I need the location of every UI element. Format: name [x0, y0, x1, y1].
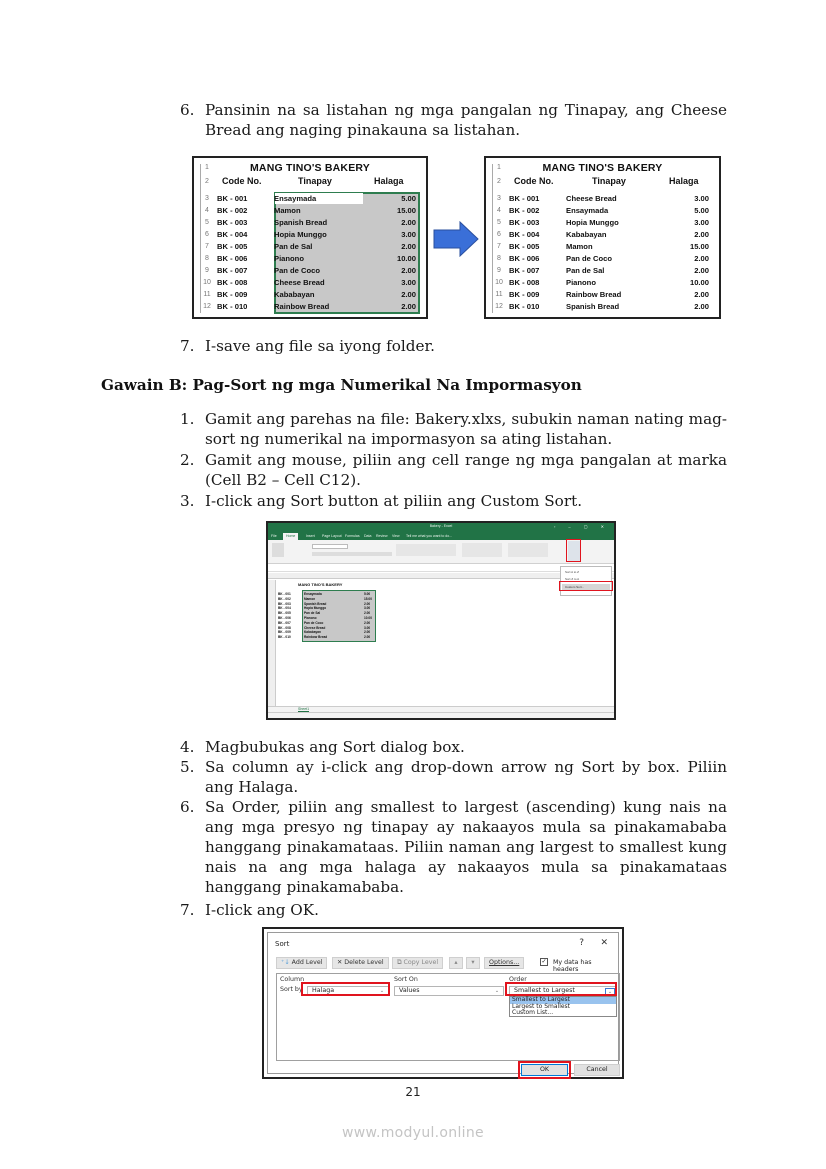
header-code: Code No. — [514, 176, 554, 186]
code-cell: BK - 006 — [509, 254, 540, 263]
add-level-button[interactable] — [276, 957, 327, 969]
header-name: Tinapay — [298, 176, 332, 186]
row-number: 7 — [497, 243, 501, 250]
order-dropdown-list — [509, 996, 617, 1017]
step-a7 — [180, 336, 727, 356]
table-row — [492, 265, 715, 277]
sort-by-label: Sort by — [280, 986, 303, 993]
chevron-down-icon[interactable]: ⌄ — [379, 988, 385, 994]
row-number: 3 — [497, 195, 501, 202]
order-value: Smallest to Largest — [514, 987, 575, 994]
row-number: 2 — [497, 178, 501, 185]
code-cell: BK - 001 — [509, 194, 540, 203]
table-after-sort — [484, 156, 721, 319]
sort-on-select[interactable] — [394, 986, 504, 996]
row-number: 12 — [203, 303, 211, 310]
price-cell: 10.00 — [689, 278, 709, 287]
row-number: 1 — [205, 164, 209, 171]
step-text: Gamit ang parehas na file: Bakery.xlxs, subukin naman nating mag-sort ng numerikal na impormasyon sa ating listahan. — [205, 410, 727, 448]
window-title: Bakery - Excel — [429, 524, 453, 528]
row-number: 11 — [203, 291, 211, 298]
code-cell: BK - 005 — [278, 611, 291, 616]
name-cell: Ensaymada — [304, 592, 322, 596]
ribbon-tabs — [268, 532, 614, 540]
table-row — [278, 635, 378, 640]
price-cell: 2.00 — [364, 611, 371, 616]
step-b5 — [180, 757, 727, 797]
tab-formulas[interactable]: Formulas — [345, 534, 360, 538]
code-cell: BK - 008 — [509, 278, 540, 287]
code-cell: BK - 004 — [217, 230, 248, 239]
table-title: MANG TINO'S BAKERY — [542, 162, 663, 174]
name-cell: Mamon — [304, 596, 316, 601]
column-header: Column — [280, 976, 305, 983]
price-cell: 2.00 — [694, 230, 709, 239]
name-cell: Pan de Coco — [304, 620, 324, 625]
price-cell: 2.00 — [694, 266, 709, 275]
tab-review[interactable]: Review — [376, 534, 388, 538]
order-option[interactable]: Custom List... — [512, 1009, 554, 1016]
code-cell: BK - 009 — [278, 630, 291, 635]
tell-me-search[interactable]: Tell me what you want to do... — [406, 534, 453, 538]
code-cell: BK - 008 — [217, 278, 248, 287]
code-cell: BK - 009 — [217, 290, 248, 299]
header-price: Halaga — [374, 176, 404, 186]
code-cell: BK - 006 — [278, 616, 291, 620]
menu-sort-a-z[interactable]: Sort A to Z — [565, 570, 580, 574]
copy-icon: ⧉ — [397, 959, 402, 966]
move-up-button[interactable]: ▴ — [449, 957, 463, 969]
price-cell: 2.00 — [364, 601, 371, 606]
order-option[interactable]: Smallest to Largest — [510, 997, 616, 1004]
name-cell: Rainbow Bread — [566, 290, 622, 299]
table-row — [200, 241, 422, 253]
row-number: 8 — [497, 255, 501, 262]
table-row — [492, 229, 715, 241]
row-number: 2 — [205, 178, 209, 185]
headers-checkbox-label: My data has headers — [553, 959, 592, 973]
table-row — [492, 253, 715, 265]
step-a6 — [180, 100, 727, 140]
help-button[interactable]: ? — [579, 938, 584, 948]
chevron-down-icon[interactable]: ⌄ — [494, 988, 500, 994]
step-text: I-click ang OK. — [205, 901, 319, 919]
table-row — [492, 289, 715, 301]
code-cell: BK - 007 — [217, 266, 248, 275]
step-number: 7. — [180, 337, 195, 355]
name-cell: Spanish Bread — [304, 601, 327, 606]
row-number: 4 — [205, 207, 209, 214]
header-name: Tinapay — [592, 176, 626, 186]
step-b1 — [180, 409, 727, 449]
tab-home[interactable]: Home — [283, 533, 298, 540]
highlight-sort-button — [566, 539, 581, 562]
table-row — [200, 289, 422, 301]
code-cell: BK - 010 — [217, 302, 248, 311]
right-arrow-icon — [433, 221, 479, 261]
ribbon-home — [268, 540, 614, 564]
row-number: 8 — [205, 255, 209, 262]
code-cell: BK - 008 — [278, 625, 291, 630]
row-number: 11 — [495, 291, 503, 298]
tab-insert[interactable]: Insert — [306, 534, 315, 538]
name-cell: Spanish Bread — [566, 302, 620, 311]
add-level-label: Add Level — [291, 959, 323, 966]
name-cell: Pan de Sal — [304, 611, 321, 616]
table-row — [200, 253, 422, 265]
price-cell: 2.00 — [364, 635, 371, 640]
step-text: I-save ang file sa iyong folder. — [205, 337, 435, 355]
highlight-custom-sort — [559, 581, 613, 591]
code-cell: BK - 007 — [278, 620, 291, 625]
row-number: 5 — [497, 219, 501, 226]
name-cell: Ensaymada — [566, 206, 609, 215]
row-number: 1 — [497, 164, 501, 171]
price-cell: 2.00 — [401, 266, 416, 275]
name-cell: Cheese Bread — [304, 625, 326, 630]
table-row — [492, 301, 715, 313]
name-cell: Kababayan — [304, 630, 322, 635]
table-row — [492, 193, 715, 205]
highlight-sort-by — [301, 982, 390, 996]
watermark: www.modyul.online — [342, 1125, 484, 1141]
name-cell: Hopia Munggo — [304, 606, 327, 611]
price-cell: 15.00 — [396, 206, 416, 215]
name-cell: Mamon — [274, 206, 301, 215]
row-number: 6 — [497, 231, 501, 238]
table-row — [492, 241, 715, 253]
sort-dialog — [262, 927, 624, 1079]
highlight-order — [505, 982, 617, 996]
step-number: 6. — [180, 101, 195, 119]
price-cell: 3.00 — [401, 230, 416, 239]
sort-by-value: Halaga — [312, 987, 335, 994]
price-cell: 2.00 — [694, 302, 709, 311]
code-cell: BK - 005 — [217, 242, 248, 251]
price-cell: 5.00 — [694, 206, 709, 215]
name-cell: Kababayan — [274, 290, 315, 299]
row-number: 5 — [205, 219, 209, 226]
menu-custom-sort[interactable]: Custom Sort... — [562, 584, 610, 590]
row-number: 4 — [497, 207, 501, 214]
name-cell: Pan de Coco — [274, 266, 320, 275]
step-text: I-click ang Sort button at piliin ang Custom Sort. — [205, 492, 583, 510]
highlight-ok — [518, 1061, 571, 1079]
status-bar — [268, 712, 614, 718]
price-cell: 3.00 — [401, 278, 416, 287]
price-cell: 2.00 — [401, 218, 416, 227]
step-b3 — [180, 491, 727, 511]
sheet-tab[interactable]: Sheet1 — [298, 707, 310, 711]
dialog-title: Sort — [275, 940, 290, 948]
ok-button[interactable]: OK — [521, 1064, 568, 1076]
price-cell: 3.00 — [364, 625, 371, 630]
move-down-button[interactable]: ▾ — [466, 957, 480, 969]
close-button[interactable]: ✕ — [600, 938, 608, 948]
code-cell: BK - 002 — [278, 596, 291, 601]
step-number: 3. — [180, 492, 195, 510]
code-cell: BK - 010 — [278, 635, 291, 640]
sheet-grid — [268, 580, 614, 706]
row-number: 10 — [203, 279, 211, 286]
table-row — [492, 277, 715, 289]
menu-sort-z-a[interactable]: Sort Z to A — [565, 577, 580, 581]
table-row — [200, 301, 422, 313]
table-row — [492, 205, 715, 217]
code-cell: BK - 003 — [509, 218, 540, 227]
code-cell: BK - 009 — [509, 290, 540, 299]
table-before-sort — [192, 156, 428, 319]
price-cell: 3.00 — [364, 606, 371, 611]
step-number: 2. — [180, 451, 195, 469]
name-cell: Rainbow Bread — [274, 302, 330, 311]
order-option[interactable]: Largest to Smallest — [512, 1002, 571, 1010]
row-number: 3 — [205, 195, 209, 202]
name-cell: Rainbow Bread — [304, 635, 328, 640]
price-cell: 10.00 — [364, 616, 372, 620]
step-number: 6. — [180, 798, 195, 816]
title-bar: Bakery - Excel ▫ – ▢ ✕ — [268, 523, 614, 532]
price-cell: 3.00 — [694, 194, 709, 203]
step-number: 7. — [180, 901, 195, 919]
step-number: 1. — [180, 410, 195, 428]
step-text: Sa Order, piliin ang smallest to largest (ascending) kung nais na ang mga presyo ng tinapay ay nakaayos mula sa pinakamababa hanggang pinakamataas. Piliin naman ang largest to smallest kung nais na ang mga halaga ay nakaayos mula sa pinakamataas hanggang pinakamababa. — [205, 798, 727, 896]
options-button[interactable]: Options... — [484, 957, 524, 969]
step-number: 4. — [180, 738, 195, 756]
price-cell: 5.00 — [401, 194, 416, 203]
tab-page-layout[interactable]: Page Layout — [322, 534, 342, 538]
price-cell: 10.00 — [396, 254, 416, 263]
header-price: Halaga — [669, 176, 699, 186]
code-cell: BK - 002 — [509, 206, 540, 215]
table-row — [200, 217, 422, 229]
delete-level-label: Delete Level — [344, 959, 384, 966]
name-cell: Mamon — [566, 242, 593, 251]
excel-screenshot — [266, 521, 616, 720]
price-cell: 2.00 — [694, 254, 709, 263]
sort-on-header: Sort On — [394, 976, 418, 983]
headers-checkbox[interactable]: ✓ — [541, 958, 547, 965]
name-cell: Hopia Munggo — [566, 218, 619, 227]
code-cell: BK - 004 — [278, 606, 291, 611]
name-cell: Hopia Munggo — [274, 230, 327, 239]
step-b4 — [180, 737, 727, 757]
copy-level-label: Copy Level — [403, 959, 439, 966]
step-b6 — [180, 797, 727, 897]
mini-title: MANG TINO'S BAKERY — [298, 582, 343, 587]
price-cell: 3.00 — [694, 218, 709, 227]
table-row — [200, 193, 422, 205]
section-heading: Gawain B: Pag-Sort ng mga Numerikal Na Impormasyon — [101, 376, 582, 394]
price-cell: 15.00 — [689, 242, 709, 251]
price-cell: 2.00 — [401, 302, 416, 311]
step-text: Gamit ang mouse, piliin ang cell range ng mga pangalan at marka (Cell B2 – Cell C12). — [205, 451, 727, 489]
code-cell: BK - 002 — [217, 206, 248, 215]
delete-icon: ✕ — [337, 959, 343, 966]
price-cell: 2.00 — [694, 290, 709, 299]
code-cell: BK - 001 — [217, 194, 248, 203]
code-cell: BK - 005 — [509, 242, 540, 251]
tab-view[interactable]: View — [392, 534, 400, 538]
code-cell: BK - 006 — [217, 254, 248, 263]
name-cell: Pan de Sal — [274, 242, 313, 251]
add-level-icon: ⁺↓ — [281, 959, 290, 966]
name-cell: Pianono — [274, 254, 304, 263]
table-row — [200, 229, 422, 241]
chevron-down-icon[interactable]: ⌄ — [605, 988, 615, 995]
name-cell: Cheese Bread — [566, 194, 617, 203]
delete-level-button[interactable] — [332, 957, 389, 969]
step-text: Magbubukas ang Sort dialog box. — [205, 738, 465, 756]
price-cell: 15.00 — [364, 596, 372, 601]
code-cell: BK - 007 — [509, 266, 540, 275]
name-cell: Pianono — [304, 616, 317, 620]
code-cell: BK - 001 — [278, 592, 291, 596]
table-title: MANG TINO'S BAKERY — [249, 162, 371, 174]
price-cell: 5.00 — [364, 592, 371, 596]
row-number: 9 — [497, 267, 501, 274]
copy-level-button[interactable] — [392, 957, 443, 969]
sort-on-value: Values — [399, 987, 420, 994]
code-cell: BK - 004 — [509, 230, 540, 239]
row-number: 9 — [205, 267, 209, 274]
step-text: Sa column ay i-click ang drop-down arrow ng Sort by box. Piliin ang Halaga. — [205, 758, 727, 796]
name-cell: Pianono — [566, 278, 596, 287]
name-cell: Cheese Bread — [274, 278, 325, 287]
tab-file[interactable]: File — [271, 534, 277, 538]
code-cell: BK - 010 — [509, 302, 540, 311]
name-cell: Kababayan — [566, 230, 607, 239]
row-number: 12 — [495, 303, 503, 310]
row-number: 6 — [205, 231, 209, 238]
name-cell: Ensaymada — [274, 194, 317, 203]
code-cell: BK - 003 — [278, 601, 291, 606]
name-cell: Pan de Coco — [566, 254, 612, 263]
cancel-button[interactable]: Cancel — [574, 1064, 620, 1076]
code-cell: BK - 003 — [217, 218, 248, 227]
table-row — [200, 265, 422, 277]
step-number: 5. — [180, 758, 195, 776]
price-cell: 2.00 — [364, 630, 371, 635]
table-row — [200, 205, 422, 217]
table-row — [200, 277, 422, 289]
step-b2 — [180, 450, 727, 490]
page-number: 21 — [405, 1085, 421, 1099]
step-b7 — [180, 900, 727, 920]
price-cell: 2.00 — [364, 620, 371, 625]
table-row — [492, 217, 715, 229]
price-cell: 2.00 — [401, 242, 416, 251]
header-code: Code No. — [222, 176, 262, 186]
name-cell: Pan de Sal — [566, 266, 605, 275]
tab-data[interactable]: Data — [364, 534, 372, 538]
name-cell: Spanish Bread — [274, 218, 328, 227]
price-cell: 2.00 — [401, 290, 416, 299]
row-number: 7 — [205, 243, 209, 250]
row-number: 10 — [495, 279, 503, 286]
step-text: Pansinin na sa listahan ng mga pangalan ng Tinapay, ang Cheese Bread ang naging pinakauna sa listahan. — [205, 101, 727, 139]
order-header: Order — [509, 976, 527, 983]
